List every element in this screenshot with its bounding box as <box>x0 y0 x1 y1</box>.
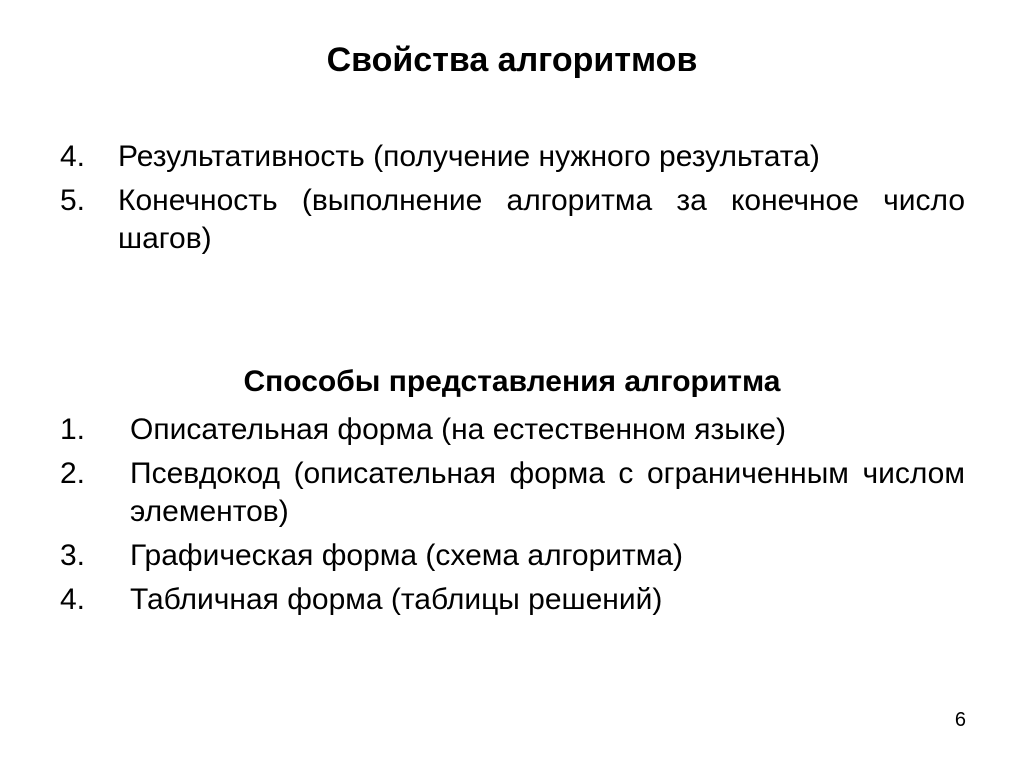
list-item <box>60 455 965 531</box>
list-item <box>60 182 965 258</box>
item-number: 1. <box>60 413 86 446</box>
item-number: 2. <box>60 457 86 490</box>
item-text: Результативность (получение нужного результата) <box>118 140 820 173</box>
item-text: Конечность (выполнение алгоритма за конечное число шагов) <box>118 184 965 255</box>
item-number: 4. <box>60 140 86 173</box>
item-text: Табличная форма (таблицы решений) <box>130 583 663 616</box>
page-number: 6 <box>954 709 966 731</box>
item-number: 4. <box>60 583 86 616</box>
methods-list <box>60 411 965 625</box>
section-heading: Способы представления алгоритма <box>243 365 781 398</box>
list-item <box>60 138 965 176</box>
item-text: Псевдокод (описательная форма с ограниченным числом элементов) <box>130 457 965 528</box>
list-item <box>60 537 965 575</box>
list-item <box>60 411 965 449</box>
list-item <box>60 581 965 619</box>
properties-list <box>60 138 965 264</box>
item-number: 3. <box>60 539 86 572</box>
item-text: Графическая форма (схема алгоритма) <box>130 539 684 572</box>
item-number: 5. <box>60 184 86 217</box>
slide-title: Свойства алгоритмов <box>326 41 698 79</box>
item-text: Описательная форма (на естественном языке) <box>130 413 786 446</box>
